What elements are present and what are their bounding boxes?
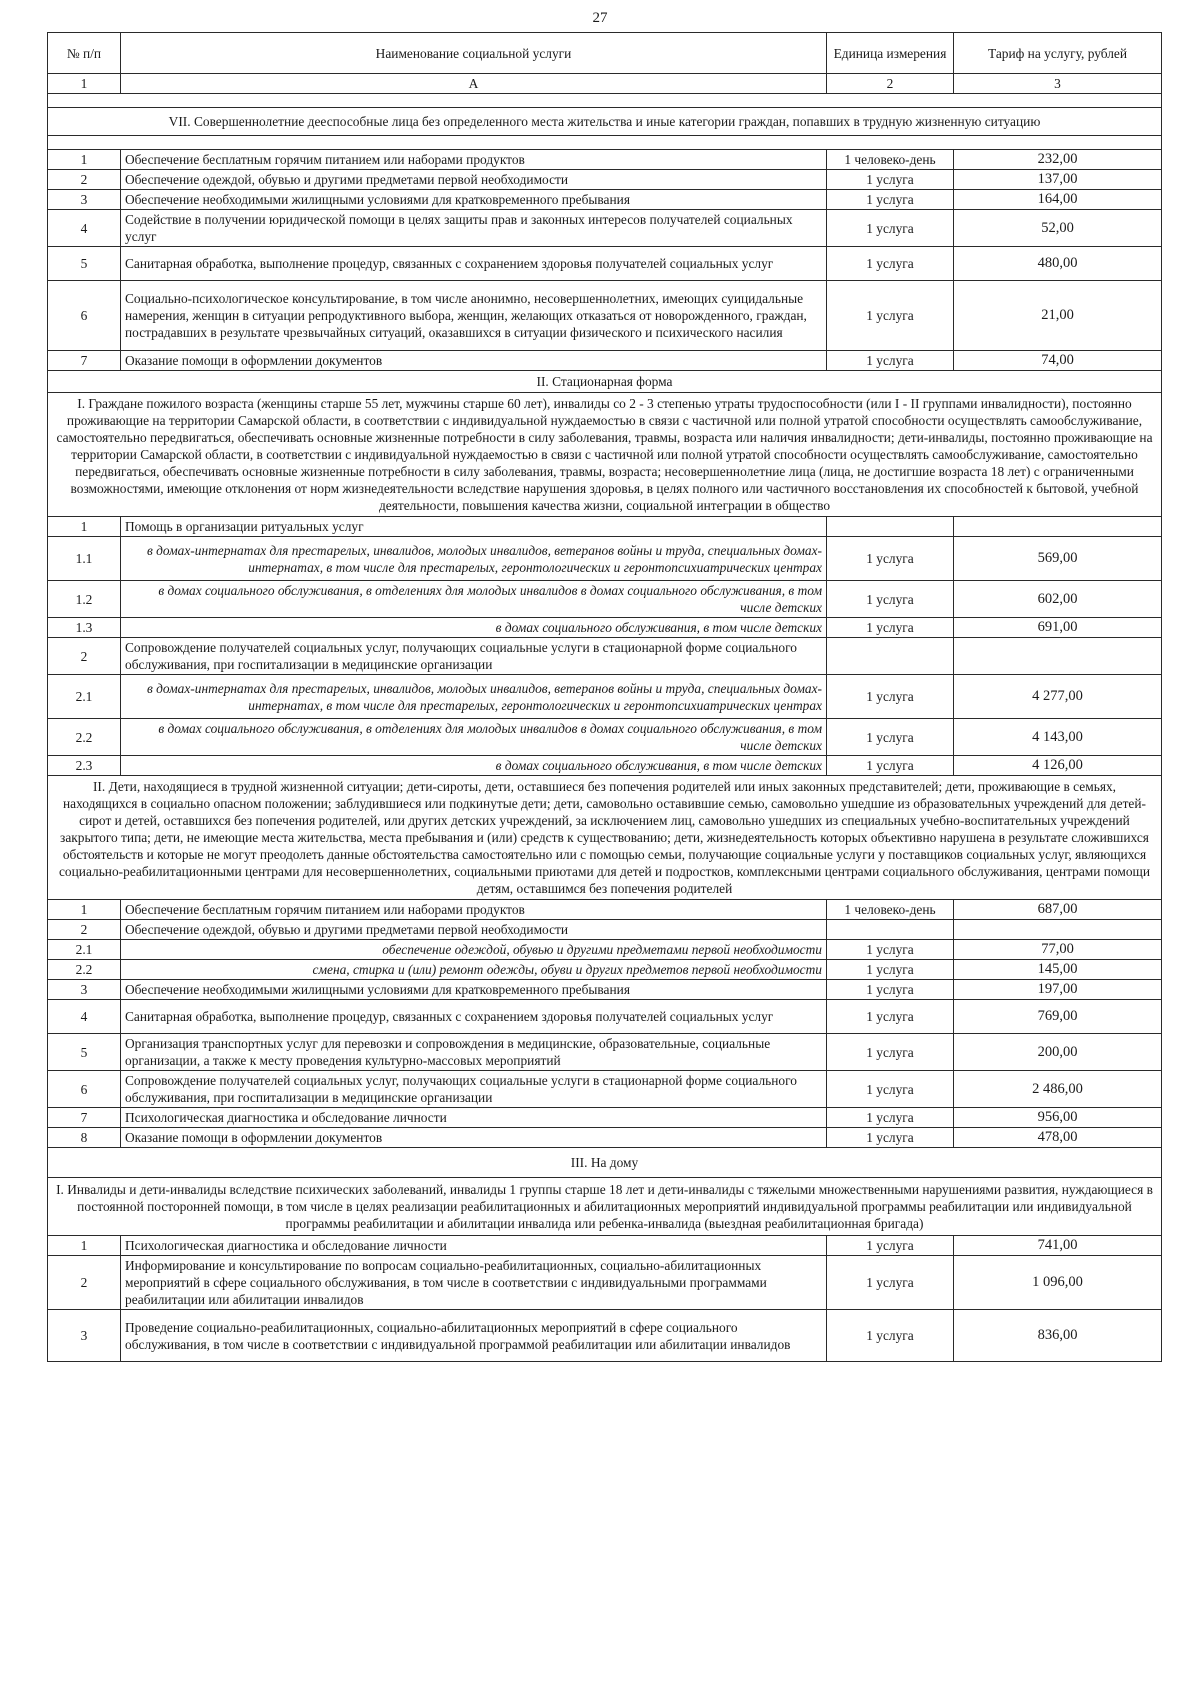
- row-number: 2.3: [48, 756, 121, 776]
- unit-of-measure: 1 услуга: [827, 581, 954, 618]
- table-row: [48, 1256, 1162, 1310]
- table-row: [48, 281, 1162, 351]
- section-heading: [48, 1148, 1162, 1178]
- header-row: [48, 33, 1162, 74]
- row-number: 2: [48, 638, 121, 675]
- table-row: [48, 719, 1162, 756]
- unit-of-measure: 1 услуга: [827, 1000, 954, 1034]
- row-number: 3: [48, 1310, 121, 1362]
- tariff-value: 2 486,00: [954, 1071, 1162, 1108]
- table-row: [48, 170, 1162, 190]
- spacer-cell: [48, 94, 1162, 108]
- unit-of-measure: 1 услуга: [827, 756, 954, 776]
- section-heading: [48, 108, 1162, 136]
- unit-of-measure: 1 услуга: [827, 281, 954, 351]
- tariff-value: 4 143,00: [954, 719, 1162, 756]
- unit-of-measure: 1 услуга: [827, 210, 954, 247]
- header-tariff: Тариф на услугу, рублей: [954, 33, 1162, 74]
- row-number: 5: [48, 1034, 121, 1071]
- unit-of-measure: 1 услуга: [827, 247, 954, 281]
- index-cell: 3: [954, 74, 1162, 94]
- service-name: Организация транспортных услуг для перевозки и сопровождения в медицинские, образовательные, социальные организации, а также к месту проведения культурно-массовых мероприятий: [121, 1034, 827, 1071]
- table-row: [48, 150, 1162, 170]
- section-heading-cell: I. Граждане пожилого возраста (женщины старше 55 лет, мужчины старше 60 лет), инвалиды со 2 - 3 степенью утраты трудоспособности (или I - II группами инвалидности), постоянно проживающие на территории Самарской области, в соответствии с индивидуальной нуждаемостью в связи с частичной или полной утратой способности осуществлять самообслуживание, самостоятельно передвигаться, обеспечивать основные жизненные потребности в силу заболевания, травмы, возраста или наличия инвалидности; дети-инвалиды, постоянно проживающие на территории Самарской области, в соответствии с индивидуальной нуждаемостью в связи с частичной или полной утратой способности осуществлять самообслуживание, самостоятельно передвигаться, обеспечивать основные жизненные потребности в силу заболевания, травмы, возраста; несовершеннолетние лица (лица, не достигшие возраста 18 лет) с ограниченными возможностями, имеющие отклонения от норм жизнедеятельности вследствие нарушения здоровья, в целях полного или частичного восстановления их способностей к бытовой, учебной деятельности, повышения качества жизни, социальной интеграции в общество: [48, 393, 1162, 517]
- tariff-value: [954, 920, 1162, 940]
- unit-of-measure: [827, 638, 954, 675]
- service-name: в домах социального обслуживания, в отделениях для молодых инвалидов в домах социального обслуживания, в том числе детских: [121, 581, 827, 618]
- row-number: 1: [48, 517, 121, 537]
- page-number: 27: [592, 10, 608, 26]
- row-number: 5: [48, 247, 121, 281]
- table-row: [48, 1108, 1162, 1128]
- table-row: [48, 210, 1162, 247]
- tariff-value: 480,00: [954, 247, 1162, 281]
- section-heading: [48, 393, 1162, 517]
- tariff-value: [954, 517, 1162, 537]
- tariff-value: 769,00: [954, 1000, 1162, 1034]
- service-name: Психологическая диагностика и обследование личности: [121, 1108, 827, 1128]
- unit-of-measure: 1 услуга: [827, 351, 954, 371]
- row-number: 2.1: [48, 940, 121, 960]
- tariff-value: 956,00: [954, 1108, 1162, 1128]
- table-row: [48, 1071, 1162, 1108]
- section-heading-cell: VII. Совершеннолетние дееспособные лица без определенного места жительства и иные категории граждан, попавших в трудную жизненную ситуацию: [48, 108, 1162, 136]
- tariff-value: 4 277,00: [954, 675, 1162, 719]
- row-number: 1: [48, 150, 121, 170]
- unit-of-measure: 1 услуга: [827, 1108, 954, 1128]
- section-heading: [48, 776, 1162, 900]
- unit-of-measure: 1 услуга: [827, 960, 954, 980]
- row-number: 3: [48, 190, 121, 210]
- unit-of-measure: 1 человеко-день: [827, 150, 954, 170]
- service-name: Обеспечение одеждой, обувью и другими предметами первой необходимости: [121, 920, 827, 940]
- service-name: Помощь в организации ритуальных услуг: [121, 517, 827, 537]
- tariff-value: 836,00: [954, 1310, 1162, 1362]
- row-number: 8: [48, 1128, 121, 1148]
- row-number: 1.1: [48, 537, 121, 581]
- tariff-table: [47, 32, 1162, 1362]
- unit-of-measure: 1 услуга: [827, 1256, 954, 1310]
- unit-of-measure: 1 услуга: [827, 170, 954, 190]
- tariff-value: 569,00: [954, 537, 1162, 581]
- service-name: Обеспечение бесплатным горячим питанием или наборами продуктов: [121, 900, 827, 920]
- table-row: [48, 980, 1162, 1000]
- tariff-value: 687,00: [954, 900, 1162, 920]
- service-name: в домах-интернатах для престарелых, инвалидов, молодых инвалидов, ветеранов войны и труда, специальных домах-интернатах, в том числе для престарелых, геронтологических и геронтопсихиатрических центрах: [121, 675, 827, 719]
- service-name: Оказание помощи в оформлении документов: [121, 351, 827, 371]
- unit-of-measure: 1 услуга: [827, 940, 954, 960]
- spacer-row: [48, 136, 1162, 150]
- unit-of-measure: 1 услуга: [827, 1128, 954, 1148]
- unit-of-measure: [827, 920, 954, 940]
- service-name: Обеспечение необходимыми жилищными условиями для кратковременного пребывания: [121, 190, 827, 210]
- row-number: 1.2: [48, 581, 121, 618]
- table-row: [48, 900, 1162, 920]
- tariff-value: 4 126,00: [954, 756, 1162, 776]
- section-heading-cell: II. Стационарная форма: [48, 371, 1162, 393]
- unit-of-measure: 1 услуга: [827, 618, 954, 638]
- spacer-row: [48, 94, 1162, 108]
- unit-of-measure: 1 услуга: [827, 537, 954, 581]
- unit-of-measure: 1 услуга: [827, 719, 954, 756]
- service-name: Обеспечение необходимыми жилищными условиями для кратковременного пребывания: [121, 980, 827, 1000]
- service-name: Санитарная обработка, выполнение процедур, связанных с сохранением здоровья получателей социальных услуг: [121, 247, 827, 281]
- section-heading-cell: I. Инвалиды и дети-инвалиды вследствие психических заболеваний, инвалиды 1 группы старше 18 лет и дети-инвалиды с тяжелыми множественными нарушениями развития, нуждающиеся в постоянной посторонней помощи, в том числе в целях реализации реабилитационных и абилитационных мероприятий индивидуальной программы реабилитации или индивидуальной программы реабилитации и абилитации инвалида или ребенка-инвалида (выездная реабилитационная бригада): [48, 1178, 1162, 1236]
- service-name: в домах социального обслуживания, в том числе детских: [121, 618, 827, 638]
- service-name: обеспечение одеждой, обувью и другими предметами первой необходимости: [121, 940, 827, 960]
- table-row: [48, 638, 1162, 675]
- row-number: 1: [48, 1236, 121, 1256]
- section-heading: [48, 371, 1162, 393]
- table-row: [48, 940, 1162, 960]
- table-row: [48, 1000, 1162, 1034]
- service-name: Обеспечение бесплатным горячим питанием или наборами продуктов: [121, 150, 827, 170]
- row-number: 2: [48, 1256, 121, 1310]
- row-number: 7: [48, 1108, 121, 1128]
- tariff-value: 200,00: [954, 1034, 1162, 1071]
- row-number: 3: [48, 980, 121, 1000]
- service-name: Обеспечение одеждой, обувью и другими предметами первой необходимости: [121, 170, 827, 190]
- tariff-value: 74,00: [954, 351, 1162, 371]
- header-name: Наименование социальной услуги: [121, 33, 827, 74]
- row-number: 2: [48, 920, 121, 940]
- service-name: в домах-интернатах для престарелых, инвалидов, молодых инвалидов, ветеранов войны и труда, специальных домах-интернатах, в том числе для престарелых, геронтологических и геронтопсихиатрических центрах: [121, 537, 827, 581]
- tariff-value: 691,00: [954, 618, 1162, 638]
- tariff-value: [954, 638, 1162, 675]
- service-name: Проведение социально-реабилитационных, социально-абилитационных мероприятий в сфере социального обслуживания, в том числе в соответствии с индивидуальной программой реабилитации или абилитации инвалидов: [121, 1310, 827, 1362]
- spacer-cell: [48, 136, 1162, 150]
- table-row: [48, 1034, 1162, 1071]
- index-cell: 1: [48, 74, 121, 94]
- service-name: Оказание помощи в оформлении документов: [121, 1128, 827, 1148]
- service-name: Социально-психологическое консультирование, в том числе анонимно, несовершеннолетних, имеющих суицидальные намерения, женщин в ситуации репродуктивного выбора, женщин, желающих отказаться от новорожденного, граждан, пострадавших в результате чрезвычайных ситуаций, оказавшихся в ситуации физического и психического насилия: [121, 281, 827, 351]
- index-cell: А: [121, 74, 827, 94]
- index-row: [48, 74, 1162, 94]
- service-name: смена, стирка и (или) ремонт одежды, обуви и других предметов первой необходимости: [121, 960, 827, 980]
- tariff-value: 232,00: [954, 150, 1162, 170]
- row-number: 4: [48, 210, 121, 247]
- tariff-value: 137,00: [954, 170, 1162, 190]
- tariff-value: 164,00: [954, 190, 1162, 210]
- row-number: 4: [48, 1000, 121, 1034]
- row-number: 1: [48, 900, 121, 920]
- table-row: [48, 190, 1162, 210]
- service-name: Сопровождение получателей социальных услуг, получающих социальные услуги в стационарной форме социального обслуживания, при госпитализации в медицинские организации: [121, 638, 827, 675]
- section-heading: [48, 1178, 1162, 1236]
- unit-of-measure: 1 услуга: [827, 1071, 954, 1108]
- service-name: Психологическая диагностика и обследование личности: [121, 1236, 827, 1256]
- row-number: 6: [48, 1071, 121, 1108]
- table-row: [48, 920, 1162, 940]
- row-number: 2.2: [48, 960, 121, 980]
- unit-of-measure: 1 услуга: [827, 675, 954, 719]
- table-row: [48, 351, 1162, 371]
- tariff-value: 145,00: [954, 960, 1162, 980]
- table-row: [48, 537, 1162, 581]
- service-name: в домах социального обслуживания, в отделениях для молодых инвалидов в домах социального обслуживания, в том числе детских: [121, 719, 827, 756]
- row-number: 2.2: [48, 719, 121, 756]
- service-name: Санитарная обработка, выполнение процедур, связанных с сохранением здоровья получателей социальных услуг: [121, 1000, 827, 1034]
- tariff-value: 741,00: [954, 1236, 1162, 1256]
- service-name: в домах социального обслуживания, в том числе детских: [121, 756, 827, 776]
- unit-of-measure: 1 услуга: [827, 1034, 954, 1071]
- row-number: 6: [48, 281, 121, 351]
- table-row: [48, 1310, 1162, 1362]
- row-number: 2.1: [48, 675, 121, 719]
- index-cell: 2: [827, 74, 954, 94]
- table-row: [48, 1128, 1162, 1148]
- header-num: № п/п: [48, 33, 121, 74]
- row-number: 2: [48, 170, 121, 190]
- service-name: Сопровождение получателей социальных услуг, получающих социальные услуги в стационарной форме социального обслуживания, при госпитализации в медицинские организации: [121, 1071, 827, 1108]
- table-row: [48, 675, 1162, 719]
- tariff-value: 1 096,00: [954, 1256, 1162, 1310]
- service-name: Информирование и консультирование по вопросам социально-реабилитационных, социально-абилитационных мероприятий в сфере социального обслуживания, в том числе в соответствии с индивидуальными программами реабилитации или абилитации инвалидов: [121, 1256, 827, 1310]
- table-row: [48, 1236, 1162, 1256]
- tariff-value: 77,00: [954, 940, 1162, 960]
- row-number: 7: [48, 351, 121, 371]
- unit-of-measure: 1 услуга: [827, 190, 954, 210]
- table-row: [48, 581, 1162, 618]
- tariff-value: 197,00: [954, 980, 1162, 1000]
- tariff-value: 478,00: [954, 1128, 1162, 1148]
- unit-of-measure: 1 услуга: [827, 1236, 954, 1256]
- service-name: Содействие в получении юридической помощи в целях защиты прав и законных интересов получателей социальных услуг: [121, 210, 827, 247]
- unit-of-measure: 1 услуга: [827, 1310, 954, 1362]
- table-row: [48, 756, 1162, 776]
- table-row: [48, 960, 1162, 980]
- unit-of-measure: 1 услуга: [827, 980, 954, 1000]
- row-number: 1.3: [48, 618, 121, 638]
- header-unit: Единица измерения: [827, 33, 954, 74]
- table-row: [48, 247, 1162, 281]
- section-heading-cell: II. Дети, находящиеся в трудной жизненной ситуации; дети-сироты, дети, оставшиеся без попечения родителей или иных законных представителей; дети, проживающие в семьях, находящихся в социально опасном положении; заблудившиеся или подкинутые дети; дети, самовольно оставившие семью, самовольно ушедшие из образовательных учреждений для детей-сирот и детей, оставшихся без попечения родителей, или других детских учреждений, за исключением лиц, самовольно ушедших из специальных учебно-воспитательных учреждений закрытого типа; дети, не имеющие места жительства, места пребывания и (или) средств к существованию; дети, жизнедеятельность которых объективно нарушена в результате сложившихся обстоятельств и которые не могут преодолеть данные обстоятельства самостоятельно или с помощью семьи, получающие социальные услуги у поставщиков социальных услуг, являющихся социально-реабилитационными центрами для несовершеннолетних, социальными приютами для детей и подростков, комплексными центрами социального обслуживания, центрами помощи детям, оставшимся без попечения родителей: [48, 776, 1162, 900]
- unit-of-measure: 1 человеко-день: [827, 900, 954, 920]
- table-row: [48, 618, 1162, 638]
- unit-of-measure: [827, 517, 954, 537]
- tariff-value: 52,00: [954, 210, 1162, 247]
- tariff-value: 602,00: [954, 581, 1162, 618]
- tariff-value: 21,00: [954, 281, 1162, 351]
- section-heading-cell: III. На дому: [48, 1148, 1162, 1178]
- table-row: [48, 517, 1162, 537]
